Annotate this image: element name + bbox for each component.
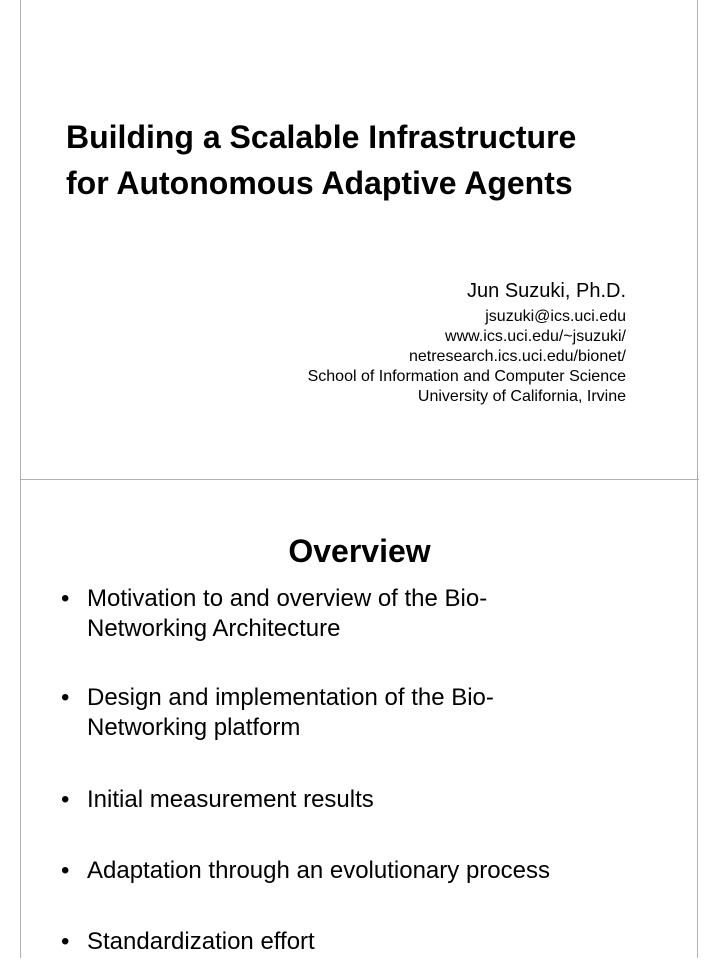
bullet-text-line-1: Motivation to and overview of the Bio- — [87, 585, 488, 612]
title-line-1: Building a Scalable Infrastructure — [66, 119, 577, 155]
project-website: netresearch.ics.uci.edu/bionet/ — [408, 348, 626, 365]
bullet-icon: • — [61, 684, 70, 711]
slide-title — [66, 114, 666, 206]
bullet-icon: • — [61, 585, 70, 612]
bullet-item — [61, 927, 315, 957]
overview-title: Overview — [288, 533, 431, 569]
bullet-text-line-1: Adaptation through an evolutionary process — [87, 857, 550, 884]
overview-slide — [21, 480, 698, 960]
author-website: www.ics.uci.edu/~jsuzuki/ — [445, 328, 626, 345]
author-block — [308, 277, 626, 407]
author-school: School of Information and Computer Science — [307, 368, 626, 385]
bullet-icon: • — [61, 857, 70, 884]
bullet-text-line-1: Standardization effort — [87, 928, 315, 955]
bullet-item — [61, 856, 550, 886]
title-slide — [21, 0, 698, 479]
bullet-item — [61, 785, 374, 815]
title-line-2: for Autonomous Adaptive Agents — [66, 165, 573, 201]
author-university: University of California, Irvine — [417, 388, 626, 405]
bullet-text-line-1: Design and implementation of the Bio- — [87, 684, 494, 711]
bullet-item — [61, 584, 487, 644]
bullet-item — [61, 683, 494, 743]
bullet-text-line-1: Initial measurement results — [87, 786, 374, 813]
author-email: jsuzuki@ics.uci.edu — [485, 308, 626, 325]
bullet-text-line-2: Networking platform — [87, 714, 301, 741]
bullet-text-line-2: Networking Architecture — [87, 615, 341, 642]
bullet-icon: • — [61, 928, 70, 955]
bullet-icon: • — [61, 786, 70, 813]
author-name: Jun Suzuki, Ph.D. — [467, 280, 626, 302]
